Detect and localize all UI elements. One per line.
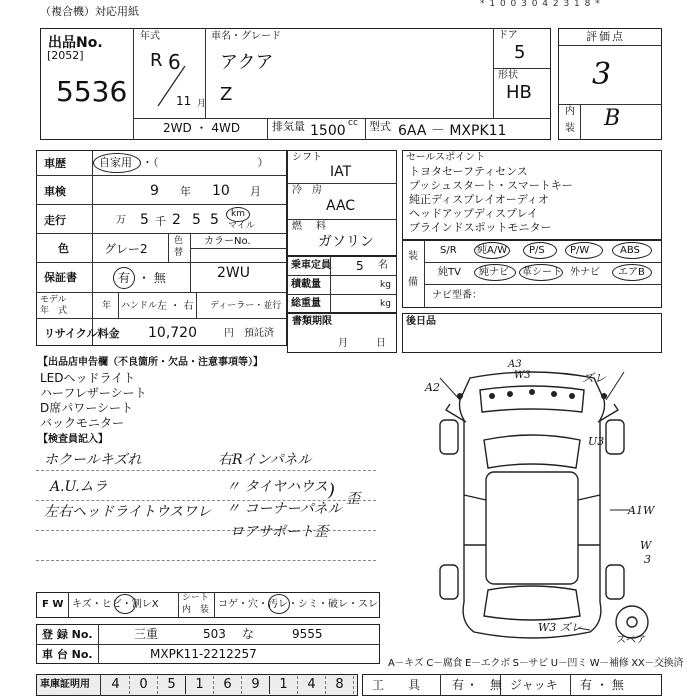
chassis-label: 車 台 No. (42, 648, 93, 661)
warranty-yes: 有 (118, 271, 131, 285)
interior-label-1: 内 (565, 106, 575, 117)
mileage-mile: マイル (228, 221, 255, 231)
certificate-digit: 4 (102, 676, 130, 694)
chassis-value: MXPK11-2212257 (150, 647, 257, 661)
fw-seat-1: シート (182, 593, 210, 603)
inspector-note: A.U.ムラ (50, 479, 108, 495)
registration-class: 503 (203, 627, 226, 641)
color-no-label: カラーNo. (204, 236, 251, 247)
doors-value: 5 (514, 42, 526, 63)
mileage-digit-3: 5 (192, 212, 201, 228)
docs-label: 書類期限 (292, 316, 332, 327)
equipment-item: 外ナビ (570, 267, 600, 278)
fw-seat-circle (268, 594, 290, 614)
diagram-mark: W (640, 539, 652, 552)
capacity-unit: 名 (378, 260, 388, 271)
certificate-digit: 1 (270, 676, 298, 694)
year-era: R (150, 50, 163, 71)
lot-stamp: [2052] (47, 49, 84, 62)
jack-no: ・ 無 (596, 678, 624, 692)
load-unit: kg (380, 280, 391, 290)
equipment-item: P/S (529, 245, 545, 256)
docs-month: 月 (338, 338, 348, 349)
year-month-unit: 月 (197, 99, 207, 109)
score-value: 3 (592, 57, 612, 92)
fw-seat-2: 内 装 (182, 605, 210, 615)
color-change-1: 色 (174, 236, 184, 246)
registration-label: 登 録 No. (42, 628, 93, 641)
model-year-label-1: モデル (40, 295, 67, 305)
dealer-note: ハーフレザーシート (40, 386, 147, 400)
inspector-note: 歪 (346, 491, 360, 507)
weight-label: 総重量 (291, 298, 321, 309)
inspection-month: 10 (212, 183, 230, 199)
certificate-digit: 1 (186, 676, 214, 694)
navi-label: ナビ型番： (432, 290, 482, 301)
inspection-label: 車検 (44, 185, 66, 198)
dealer-note: D席パワーシート (40, 401, 134, 415)
warranty-label: 保証書 (44, 271, 77, 284)
year-month: 11 (176, 94, 192, 108)
interior-label-2: 装 (565, 123, 575, 134)
inspector-label: 【検査員記入】 (38, 434, 108, 445)
tools-yes: 有 (452, 678, 465, 692)
sales-item: ヘッドアップディスプレイ (409, 207, 539, 220)
car-label: 車名・グレード (211, 31, 281, 42)
mileage-km: km (231, 209, 245, 219)
history-label: 車歴 (44, 157, 66, 170)
fw-seat-items: コゲ・穴・汚レ・シミ・破レ・スレ (218, 599, 378, 610)
shape-label: 形状 (498, 70, 518, 81)
sales-item: ブラインドスポットモニター (409, 221, 552, 234)
recycle-suffix: 円 預託済 (224, 328, 274, 339)
shift-value: IAT (330, 164, 352, 180)
sales-label: セールスポイント (406, 152, 486, 163)
mileage-man: 万 (116, 215, 126, 226)
mileage-label: 走行 (44, 214, 66, 227)
dealer-label: ディーラー・並行 (210, 301, 282, 311)
spare-label: スペア (616, 635, 646, 646)
fw-circle (114, 594, 136, 614)
recycle-label: リサイクル料金 (44, 327, 120, 340)
displacement-label: 排気量 (272, 120, 305, 133)
fw-items: キズ・ヒビ・割レX (72, 599, 159, 610)
damage-legend: A－キズ C－腐食 E－エクボ S－サビ U－凹ミ W－補修 XX－交換済 (388, 658, 684, 669)
registration-number: 9555 (292, 627, 323, 641)
year-label: 年式 (140, 31, 160, 42)
equipment-item: 純ナビ (479, 267, 509, 278)
certificate-digit: 8 (326, 676, 354, 694)
lot-number: 5536 (56, 75, 128, 108)
certificate-digit: 9 (242, 676, 270, 694)
inspector-brace: ) (328, 480, 336, 501)
equipment-item: S/R (440, 245, 457, 256)
equipment-item: ABS (620, 245, 640, 256)
car-diagram (400, 360, 665, 655)
registration-pref: 三重 (134, 627, 159, 641)
fuel-value: ガソリン (318, 234, 374, 250)
handle-lr: 左 ・ 右 (157, 301, 194, 312)
certificate-digit: 4 (298, 676, 326, 694)
handle-label: ハンドル (121, 301, 158, 311)
docs-day: 日 (376, 338, 386, 349)
equipment-label-2: 備 (408, 277, 418, 288)
sales-item: トヨタセーフティセンス (409, 165, 528, 178)
inspector-note: ホクールキズれ (44, 452, 142, 468)
displacement-unit: cc (348, 118, 358, 128)
color-no: 2WU (217, 265, 250, 281)
history-rest: ・（ ） (142, 156, 269, 169)
diagram-mark: ズレ (582, 371, 607, 385)
fw-label: F W (42, 599, 64, 610)
certificate-digit: 0 (130, 676, 158, 694)
jack-label: ジャッキ (510, 678, 558, 692)
post-box (402, 313, 662, 353)
mileage-digit-4: 5 (210, 212, 219, 228)
post-label: 後日品 (406, 316, 436, 327)
equipment-item: エアB (618, 267, 645, 278)
sales-item: プッシュスタート・スマートキー (409, 179, 573, 192)
doors-label: ドア (498, 30, 518, 41)
shift-label: シフト (292, 152, 322, 163)
fuel-label-1: 燃 (292, 221, 302, 232)
jack-yes: 有 (580, 678, 593, 692)
color-value: グレー2 (104, 242, 148, 256)
diagram-mark: W3 (514, 370, 531, 381)
capacity-label: 乗車定員 (291, 260, 331, 271)
diagram-mark: A1W (628, 504, 655, 517)
car-grade: Z (220, 84, 233, 105)
top-strip: * 1 0 0 3 0 4 2 3 1 8 * (480, 0, 601, 9)
displacement-value: 1500 (310, 123, 346, 139)
drive-label: 2WD ・ 4WD (163, 121, 241, 135)
diagram-mark: A3 (508, 359, 522, 370)
recycle-value: 10,720 (148, 325, 197, 341)
equipment-item: P/W (570, 245, 590, 256)
diagram-mark: W3 ズレ (538, 621, 582, 634)
mileage-digit-2: 2 (172, 212, 181, 228)
color-label: 色 (58, 242, 69, 255)
sales-item: 純正ディスプレイオーディオ (409, 193, 549, 206)
equipment-item: 純A/W (477, 245, 508, 256)
score-label: 評価点 (586, 30, 625, 43)
lot-label: 出品No. (48, 35, 103, 51)
model-year-label-2: 年 式 (40, 306, 68, 316)
top-note: （複合機）対応用紙 (40, 5, 139, 18)
history-value: 自家用 (99, 156, 132, 169)
ac-label: 冷 房 (292, 185, 322, 196)
diagram-mark: U3 (588, 435, 605, 448)
car-name: アクア (220, 52, 274, 73)
certificate-digit: 5 (158, 676, 186, 694)
dealer-note: LEDヘッドライト (40, 371, 136, 385)
inspector-note: 〃 タイヤハウス (226, 479, 328, 495)
equipment-item: 革シート (522, 267, 562, 278)
inspection-year: 9 (150, 183, 159, 199)
certificate-digit: 6 (214, 676, 242, 694)
fuel-label-2: 料 (316, 221, 326, 232)
ac-value: AAC (326, 198, 356, 214)
model-value: 6AA － MXPK11 (398, 123, 507, 139)
mileage-digit-1: 千 (155, 215, 166, 228)
inspector-note: 右Rインパネル (218, 452, 312, 468)
interior-value: B (604, 106, 621, 131)
capacity-value: 5 (356, 259, 364, 273)
inspector-note: 左右ヘッドライトウスワレ (44, 504, 212, 520)
diagram-mark: 3 (644, 553, 651, 566)
tools-no: ・ 無 (466, 678, 503, 692)
shape-value: HB (506, 82, 532, 103)
year-value: 6 (168, 50, 181, 74)
registration-kana: な (242, 627, 255, 641)
model-year-unit: 年 (102, 301, 112, 311)
inspector-note: 〃 コーナーパネル (226, 501, 342, 517)
mileage-digit-0: 5 (140, 212, 149, 228)
dealer-notes-label: 【出品店申告欄（不良箇所・欠品・注意事項等）】 (38, 357, 263, 368)
inspection-month-unit: 月 (250, 185, 261, 198)
inspector-note: ロアサポート歪 (230, 524, 328, 540)
equipment-item: 純TV (438, 267, 461, 278)
color-change-2: 替 (174, 248, 184, 258)
tools-label: 工 具 (372, 678, 421, 692)
load-label: 積載量 (291, 279, 321, 290)
warranty-no: ・ 無 (138, 271, 166, 285)
model-label: 型式 (369, 120, 391, 133)
weight-unit: kg (380, 299, 391, 309)
diagram-mark: A2 (425, 381, 440, 394)
equipment-label-1: 装 (408, 251, 418, 262)
dealer-note: バックモニター (40, 416, 125, 430)
certificate-label: 車庫証明用 (40, 679, 90, 690)
inspection-year-unit: 年 (180, 185, 191, 198)
